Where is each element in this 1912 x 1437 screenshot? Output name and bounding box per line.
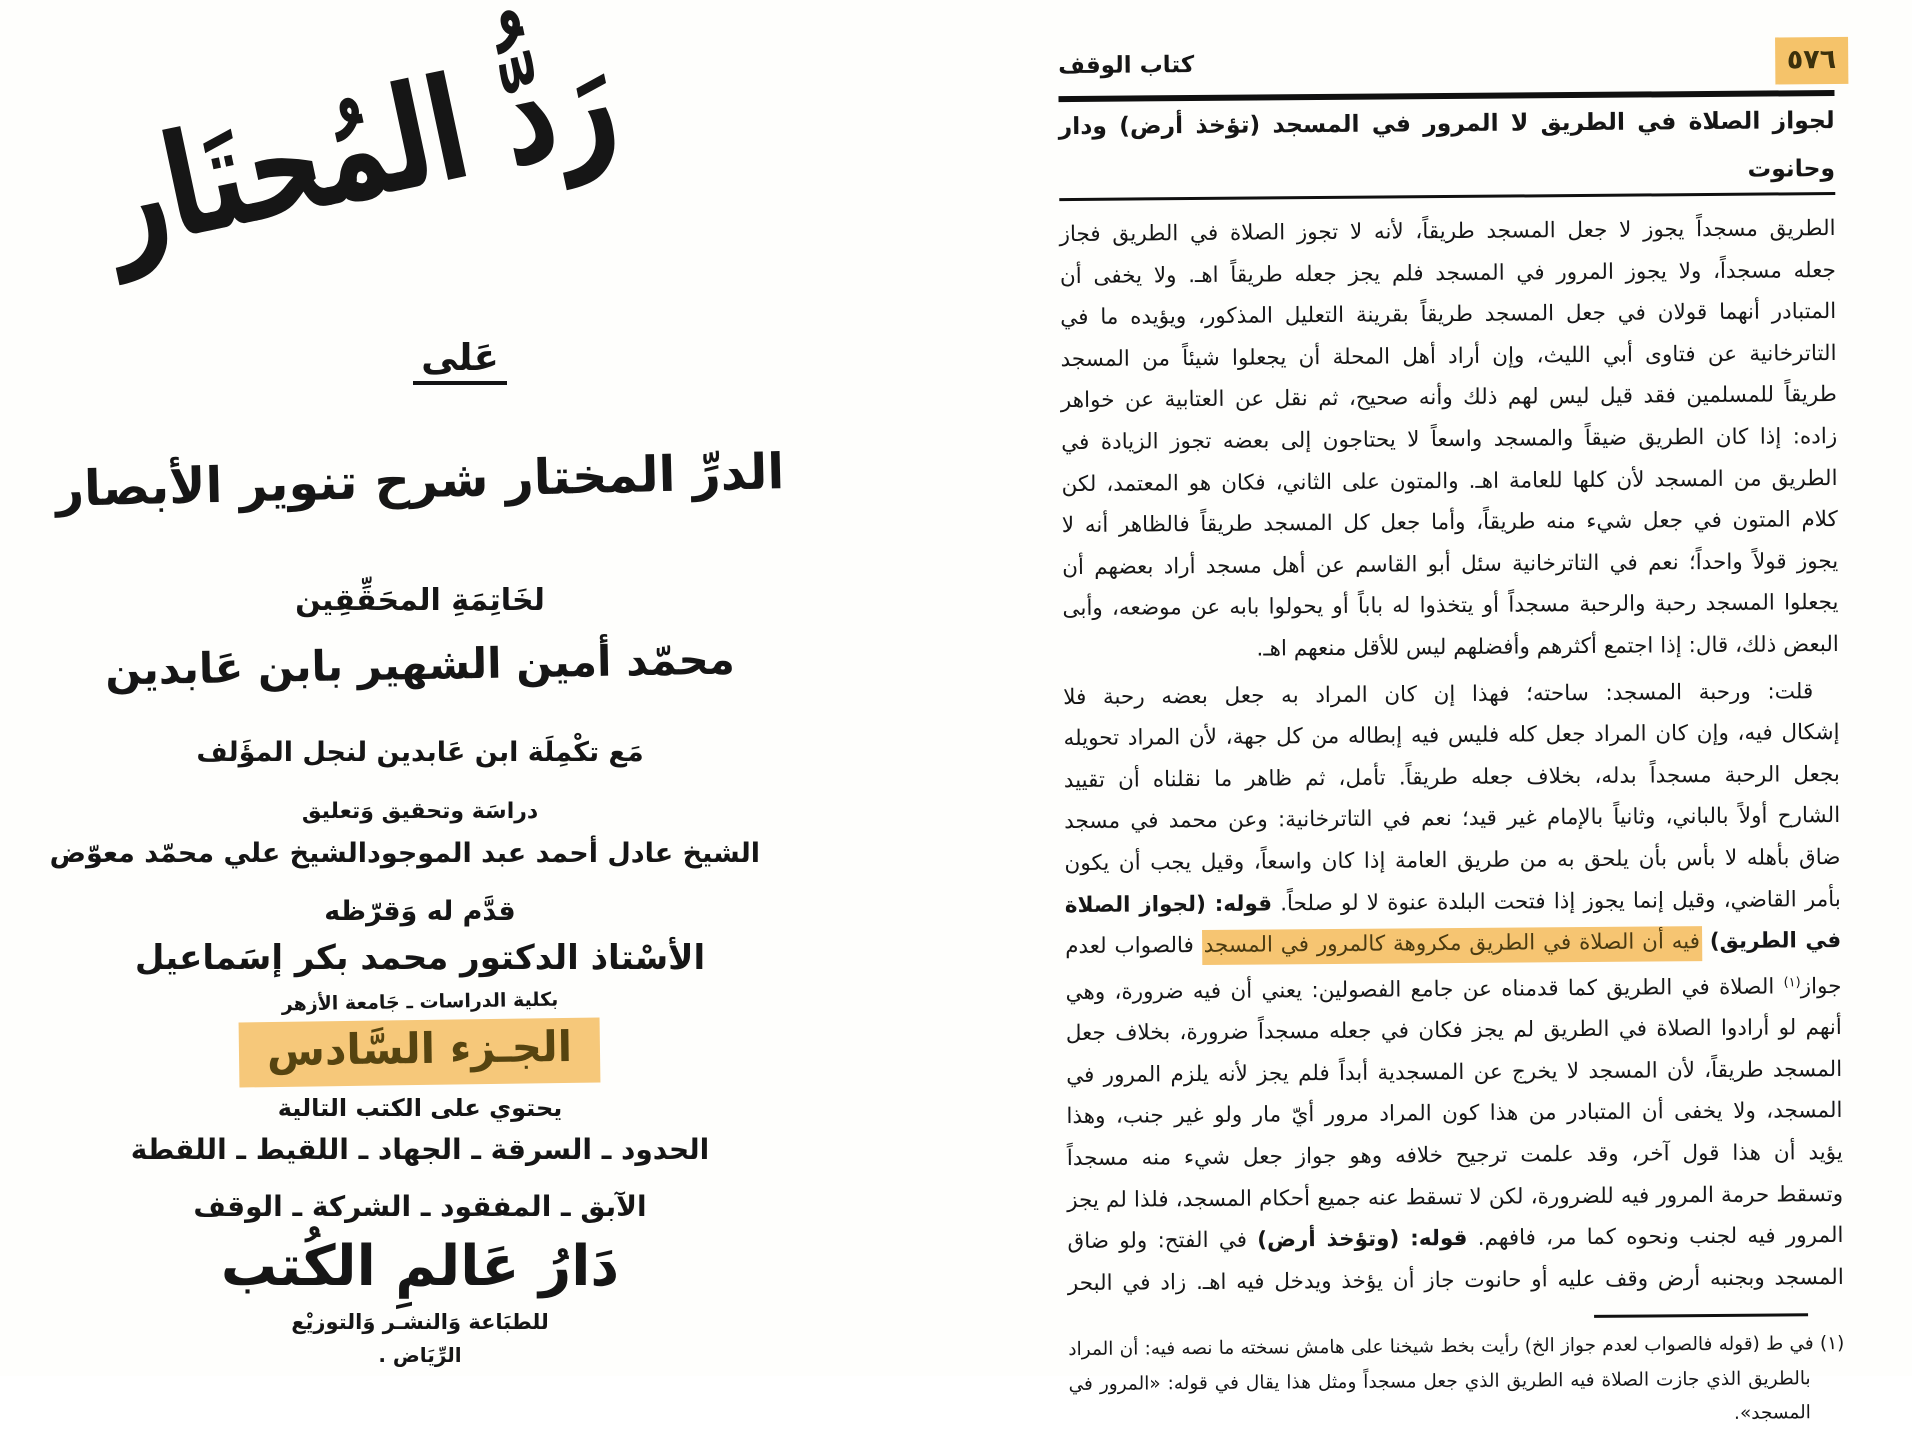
body-line: وتسقط حرمة المرور فيه للضرورة، لكن لا تسقط عنه جميع أحكام المسجد، فلذا لم يجز	[1067, 1181, 1844, 1213]
subject-line: لجواز الصلاة في الطريق لا المرور في المسجد (تؤخذ أرض) ودار وحانوت	[1058, 105, 1836, 183]
body-line: الشارح أولاً بالباني، وثانياً بالإمام غير قيد؛ نعم في التاترخانية: وعن محمد في مسجد	[1064, 803, 1841, 835]
title-page	[10, 0, 830, 1376]
subtitle-calligraphy: الدرِّ المختار شرح تنوير الأبصار	[55, 443, 785, 518]
author-name: محمّد أمين الشهير بابن عَابدين	[104, 634, 736, 695]
body-line: أنهم لو أرادوا الصلاة في الطريق لم يجز فكان في جعله مسجداً ضرورة، بخلاف جعل	[1065, 1015, 1842, 1047]
publisher-logo: دَارُ عَالمِ الكُتب	[220, 1234, 620, 1299]
editor-right: الشيخ عادل أحمد عبد الموجود	[367, 838, 760, 869]
body-line: الطريق مسجداً يجوز لا جعل المسجد طريقاً، لأنه لا تجوز الصلاة في الطريق فجاز	[1059, 215, 1836, 248]
body-line: المسجد طريقاً، لأن المسجد لا يخرج عن المسجدية أبداً فلم يجز لأنه يلزم المرور في	[1066, 1056, 1843, 1088]
volume-title	[10, 1020, 830, 1085]
body-line: يجوز قولاً واحداً؛ نعم في التاترخانية سئل أبو القاسم عن أهل مسجد أراد بعضهم أن	[1062, 548, 1839, 580]
footnote-line: بالطريق الذي جازت الصلاة فيه الطريق الذي جعل مسجداً ومثل هذا يقال في قوله: «المرور في	[1068, 1368, 1811, 1395]
body-line: جعله مسجداً، ولا يجوز المرور في المسجد فلم يجز جعله طريقاً اهـ. ولا يخفى أن	[1059, 257, 1836, 289]
volume-highlight: الجـزء السَّادس	[239, 1017, 601, 1087]
presenter-name: الأسْتاذ الدكتور محمد بكر إسَماعيل	[134, 938, 706, 978]
body-line: يؤيد أن هذا قول آخر، وقد علمت ترجيح خلافه وهو جواز جعل شيء منه مسجداً	[1066, 1140, 1843, 1172]
body-line: المرور فيه لجنب ونحوه كما مر، فافهم. قوله: (وتؤخذ أرض) في الفتح: ولو ضاق	[1067, 1223, 1844, 1255]
body-line: المسجد وبجنبه أرض وقف عليه أو حانوت جاز أن يؤخذ ويدخل فيه اهـ. زاد في البحر	[1067, 1264, 1844, 1296]
footnote-marker: (١)	[1783, 974, 1801, 991]
editors-row	[10, 838, 830, 869]
body-line: المتبادر أنهما قولان في جعل المسجد طريقاً بقرينة التعليل المذكور، ويؤيده ما في	[1060, 299, 1837, 331]
body-line: طريقاً للمسلمين فقد قيل ليس لهم ذلك وأنه صحيح، ثم نقل عن العتابية عن خواهر	[1060, 382, 1837, 414]
supplement-line: مَع تكْمِلَة ابن عَابدين لنجل المؤَلف	[196, 737, 644, 768]
study-line: دراسَة وتحقيق وَتعليق	[301, 799, 539, 824]
contents-line-1: الحدود ـ السرقة ـ الجهاد ـ اللقيط ـ اللقطة	[130, 1133, 710, 1166]
footnote-line: (١) في ط (قوله فالصواب لعدم جواز الخ) رأيت بخط شيخنا على هامش نسخته ما نصه فيه: أن المراد	[1068, 1333, 1845, 1361]
page-number-badge: ٥٧٦	[1775, 36, 1849, 84]
body-line: جواز$^{(١)}$ الصلاة في الطريق كما قدمناه عن جامع الفصولين: يعني أن فيه ضرورة، وهي	[1065, 973, 1842, 1005]
body-line: إشكال فيه، وإن كان المراد جعل كله فليس فيه إبطاله من كل جهة، لأن المراد تحويله	[1063, 720, 1840, 752]
footnote-line: المسجد».	[1733, 1402, 1811, 1425]
main-title-calligraphy: رَدُّ المُحتَار	[89, 13, 631, 285]
body-line: الطريق من المسجد لأن كلها للعامة اهـ. والمتون على الثاني، فكان هو المعتمد، لكن	[1061, 465, 1838, 497]
body-line: بأمر القاضي، وقيل إنما يجوز إذا فتحت البلدة عنوة لا لو صلحاً. قوله: (لجواز الصلاة	[1064, 886, 1841, 918]
body-line: في الطريق) فيه أن الصلاة في الطريق مكروهة كالمرور في المسجد فالصواب لعدم	[1065, 920, 1841, 968]
publisher-city: الرِّيَاض .	[378, 1343, 462, 1367]
body-line: البعض ذلك، قال: إذا اجتمع أكثرهم وأفضلهم ليس للأقل منعهم اهـ.	[1256, 631, 1839, 662]
body-line: كلام المتون في جعل شيء منه طريقاً، وأما جعل كل المسجد طريقاً فالظاهر أنه لا	[1061, 507, 1838, 539]
footnote-rule	[1594, 1314, 1808, 1319]
editor-left: الشيخ علي محمّد معوّض	[49, 838, 368, 869]
on-word: عَلى	[90, 336, 830, 385]
body-text	[1059, 208, 1844, 1304]
body-line: قلت: ورحبة المسجد: ساحته؛ فهذا إن كان المراد به جعل بعضه رحبة فلا	[1063, 678, 1814, 710]
contents-intro: يحتوي على الكتب التالية	[277, 1094, 563, 1122]
footnote	[1068, 1327, 1845, 1437]
college-line: بكلية الدراسات ـ جَامعة الأزهر	[281, 988, 559, 1016]
text-page	[1058, 32, 1845, 1437]
khatima-line: لخَاتِمَةِ المحَقِّقِين	[295, 583, 545, 618]
body-line: التاترخانية عن فتاوى أبي الليث، وإن أراد أهل المحلة أن يجعلوا شيئاً من المسجد	[1060, 340, 1837, 372]
foreword-line: قدَّم له وَقرّظه	[324, 896, 516, 927]
body-line: المسجد، ولا يخفى أن المتبادر من هذا كون المراد مرور أيّ مار ولو غير جنب، وهذا	[1066, 1098, 1843, 1130]
body-line: زاده: إذا كان الطريق ضيقاً والمسجد واسعاً لا يحتاجون إلى بعضه تجوز الزيادة في	[1061, 423, 1838, 456]
contents-line-2: الآبق ـ المفقود ـ الشركة ـ الوقف	[193, 1190, 647, 1223]
page-header	[1058, 32, 1837, 94]
book-section-title: كتاب الوقف	[1058, 52, 1195, 80]
publisher-subline: للطبَاعة وَالنشـر وَالتوزيْع	[291, 1310, 549, 1334]
highlighted-text: فيه أن الصلاة في الطريق مكروهة كالمرور في المسجد	[1202, 926, 1703, 965]
body-line: يجعلوا المسجد رحبة والرحبة مسجداً أو يتخذوا له باباً أو يحولوا بابه عن موضعه، وأبى	[1062, 590, 1839, 622]
body-line: بجعل الرحبة مسجداً بدله، بخلاف جعله طريقاً. تأمل، ثم ظاهر ما نقلناه أن تقييد	[1063, 761, 1840, 793]
body-line: ضاق بأهله لا بأس بأن يلحق به من طريق العامة إذا كان واسعاً، وقيل يجب أن يكون	[1064, 844, 1841, 876]
